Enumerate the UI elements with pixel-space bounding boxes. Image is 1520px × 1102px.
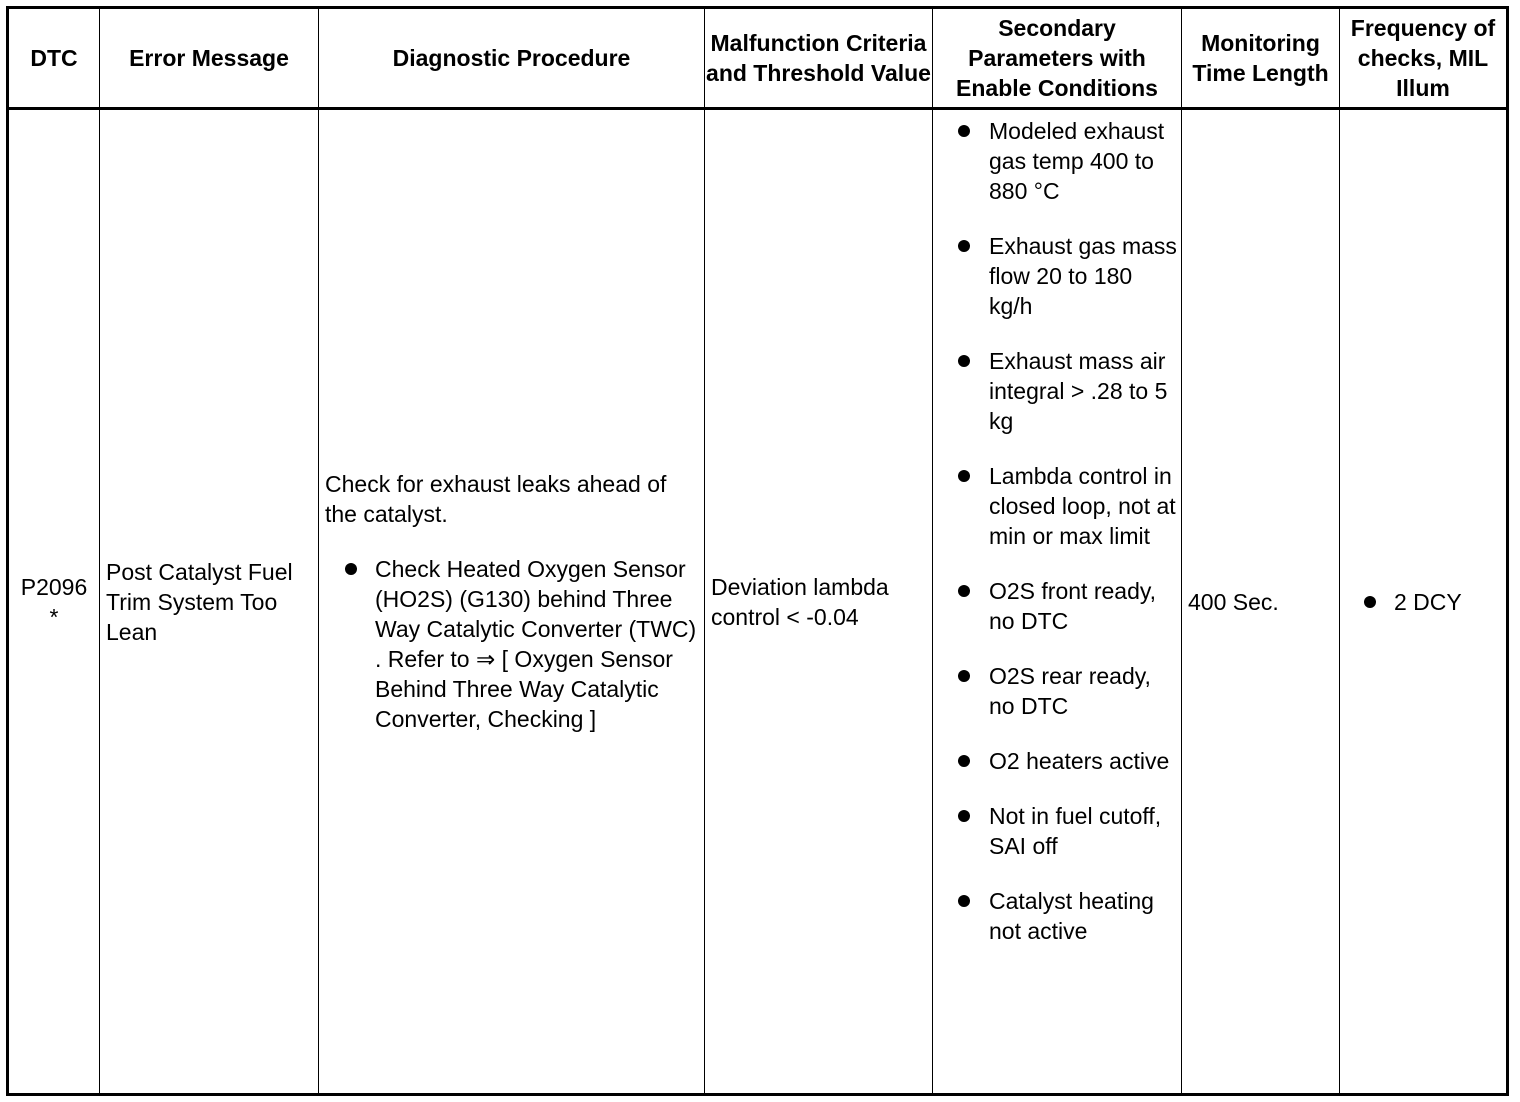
header-row [8,8,1508,109]
bullet-icon [958,755,970,767]
list-item: O2 heaters active [933,746,1181,776]
error-message-cell: Post Catalyst Fuel Trim System Too Lean [100,109,319,1095]
bullet-icon [345,563,357,575]
header-monitoring-time: Monitoring Time Length [1182,8,1340,109]
secondary-parameters-list [933,116,1181,946]
bullet-icon [958,240,970,252]
list-item: O2S front ready, no DTC [933,576,1181,636]
list-item: Lambda control in closed loop, not at min or max limit [933,461,1181,551]
bullet-icon [958,470,970,482]
procedure-bullet-item [325,554,698,734]
frequency-list [1360,587,1506,617]
bullet-icon [958,585,970,597]
malfunction-criteria-cell: Deviation lambda control < -0.04 [705,109,933,1095]
procedure-cell [319,109,705,1095]
header-dtc: DTC [8,8,100,109]
header-diagnostic-procedure: Diagnostic Procedure [319,8,705,109]
procedure-bullet-text: Check Heated Oxygen Sensor (HO2S) (G130) behind Three Way Catalytic Converter (TWC) . Refer to ⇒ [ Oxygen Sensor Behind Three Way Catalytic Converter, Checking ] [375,556,697,732]
bullet-icon [1364,596,1376,608]
secondary-parameters-cell [933,109,1182,1095]
list-item: Modeled exhaust gas temp 400 to 880 °C [933,116,1181,206]
dtc-marker: * [49,603,59,630]
header-malfunction-criteria: Malfunction Criteria and Threshold Value [705,8,933,109]
list-item: Catalyst heating not active [933,886,1181,946]
list-item: Exhaust gas mass flow 20 to 180 kg/h [933,231,1181,321]
procedure-list [325,554,698,734]
list-item: Exhaust mass air integral > .28 to 5 kg [933,346,1181,436]
frequency-cell [1340,109,1508,1095]
table-row [8,109,1508,1095]
dtc-code: P2096 [20,573,88,600]
diagnostic-table [6,6,1509,1096]
bullet-icon [958,670,970,682]
list-item: Not in fuel cutoff, SAI off [933,801,1181,861]
bullet-icon [958,355,970,367]
header-error-message: Error Message [100,8,319,109]
bullet-icon [958,895,970,907]
bullet-icon [958,125,970,137]
dtc-cell [8,109,100,1095]
header-secondary-parameters: Secondary Parameters with Enable Conditions [933,8,1182,109]
monitoring-time-cell: 400 Sec. [1182,109,1340,1095]
frequency-text: 2 DCY [1394,588,1462,615]
list-item [1360,587,1506,617]
bullet-icon [958,810,970,822]
list-item: O2S rear ready, no DTC [933,661,1181,721]
procedure-intro: Check for exhaust leaks ahead of the catalyst. [325,471,667,527]
header-frequency: Frequency of checks, MIL Illum [1340,8,1508,109]
